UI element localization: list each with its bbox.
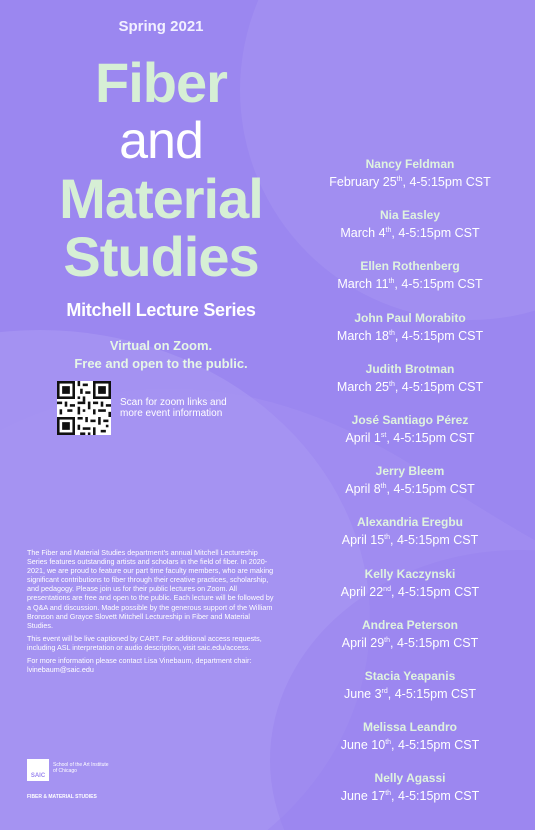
lecture-date: April 8th, 4-5:15pm CST: [345, 482, 475, 497]
lecturer-name: John Paul Morabito: [354, 310, 466, 325]
lecturer-name: Melissa Leandro: [362, 720, 458, 735]
qr-caption-line: more event information: [120, 408, 223, 419]
title-line-fiber: Fiber: [95, 51, 227, 114]
description-paragraph: The Fiber and Material Studies department's annual Mitchell Lectureship Series features outstanding artists and scholars in the field of fiber. In 2020-2021, we are proud to feature our part time faculty members, who are making significant contributions to fiber through their creative practices, scholarship, and pedagogy. Please join us for their public lectures on Zoom. All presentations are free and open to the public. Each lecture will be followed by a Q&A and discussion. Made possible by the generous support of the William Bronson and Grayce Slovett Mitchell Lectureship in Fiber and Material Studies.: [27, 548, 274, 630]
lecture-date: June 17th, 4-5:15pm CST: [340, 789, 480, 804]
qr-code-icon-graphic: [57, 381, 111, 435]
lecture-date: February 25th, 4-5:15pm CST: [329, 175, 491, 189]
free-line: Free and open to the public.: [74, 356, 248, 371]
schedule-entry: [310, 258, 510, 309]
page-title: [0, 51, 322, 288]
schedule-entry: [310, 566, 510, 617]
schedule-entry: [310, 412, 510, 463]
series-subtitle: Mitchell Lecture Series: [66, 300, 256, 320]
season-label: Spring 2021: [118, 18, 204, 35]
school-name: School of the Art Institute of Chicago: [53, 762, 109, 774]
schedule-entry: [310, 770, 510, 821]
lecture-date: June 10th, 4-5:15pm CST: [340, 738, 480, 753]
lecturer-name: Judith Brotman: [365, 361, 455, 376]
saic-logo-icon: SAIC: [27, 759, 49, 781]
schedule-entry: [310, 719, 510, 770]
lecturer-name: Stacia Yeapanis: [364, 668, 456, 683]
lecturer-name: Kelly Kaczynski: [364, 566, 456, 581]
lecture-date: June 3rd, 4-5:15pm CST: [344, 686, 476, 701]
title-line-studies: Studies: [63, 225, 259, 288]
lecture-date: April 1st, 4-5:15pm CST: [345, 430, 475, 445]
accessibility-paragraph: This event will be live captioned by CART. For additional access requests, including ASL interpretation or audio description, visit saic.edu/access.: [27, 633, 262, 652]
lecturer-name: Nancy Feldman: [365, 157, 455, 171]
lecturer-name: José Santiago Pérez: [351, 412, 469, 427]
qr-caption-line: Scan for zoom links and: [120, 397, 227, 408]
lecture-date: April 22nd, 4-5:15pm CST: [340, 584, 480, 599]
schedule-entry: [310, 668, 510, 719]
title-line-and: and: [119, 112, 203, 170]
contact-paragraph: For more information please contact Lisa Vinebaum, department chair: lvinebaum@saic.edu: [27, 656, 252, 675]
department-name: FIBER & MATERIAL STUDIES: [27, 794, 97, 800]
lecturer-name: Alexandria Eregbu: [356, 515, 464, 530]
virtual-notice: [0, 337, 322, 373]
lecture-date: March 11th, 4-5:15pm CST: [337, 277, 483, 292]
lecturer-name: Andrea Peterson: [361, 617, 459, 632]
lecture-schedule: [310, 156, 510, 821]
lecturer-name: Ellen Rothenberg: [360, 259, 460, 274]
lecture-date: April 15th, 4-5:15pm CST: [341, 533, 479, 548]
schedule-entry: [310, 514, 510, 565]
description-text: [27, 548, 275, 678]
schedule-entry: [310, 463, 510, 514]
schedule-entry: [310, 207, 510, 258]
schedule-entry: [310, 361, 510, 412]
lecture-date: March 4th, 4-5:15pm CST: [340, 226, 480, 241]
lecture-date: March 25th, 4-5:15pm CST: [336, 379, 484, 394]
schedule-entry: [310, 156, 510, 207]
qr-code-icon[interactable]: [57, 381, 111, 435]
title-line-material: Material: [59, 167, 263, 230]
lecturer-name: Jerry Bleem: [375, 464, 445, 479]
schedule-entry: [310, 617, 510, 668]
lecturer-name: Nia Easley: [379, 208, 441, 223]
schedule-entry: [310, 310, 510, 361]
qr-caption: [120, 397, 227, 419]
lecture-date: April 29th, 4-5:15pm CST: [341, 635, 479, 650]
virtual-line: Virtual on Zoom.: [109, 338, 213, 353]
lecture-date: March 18th, 4-5:15pm CST: [336, 328, 484, 343]
lecturer-name: Nelly Agassi: [374, 771, 446, 786]
